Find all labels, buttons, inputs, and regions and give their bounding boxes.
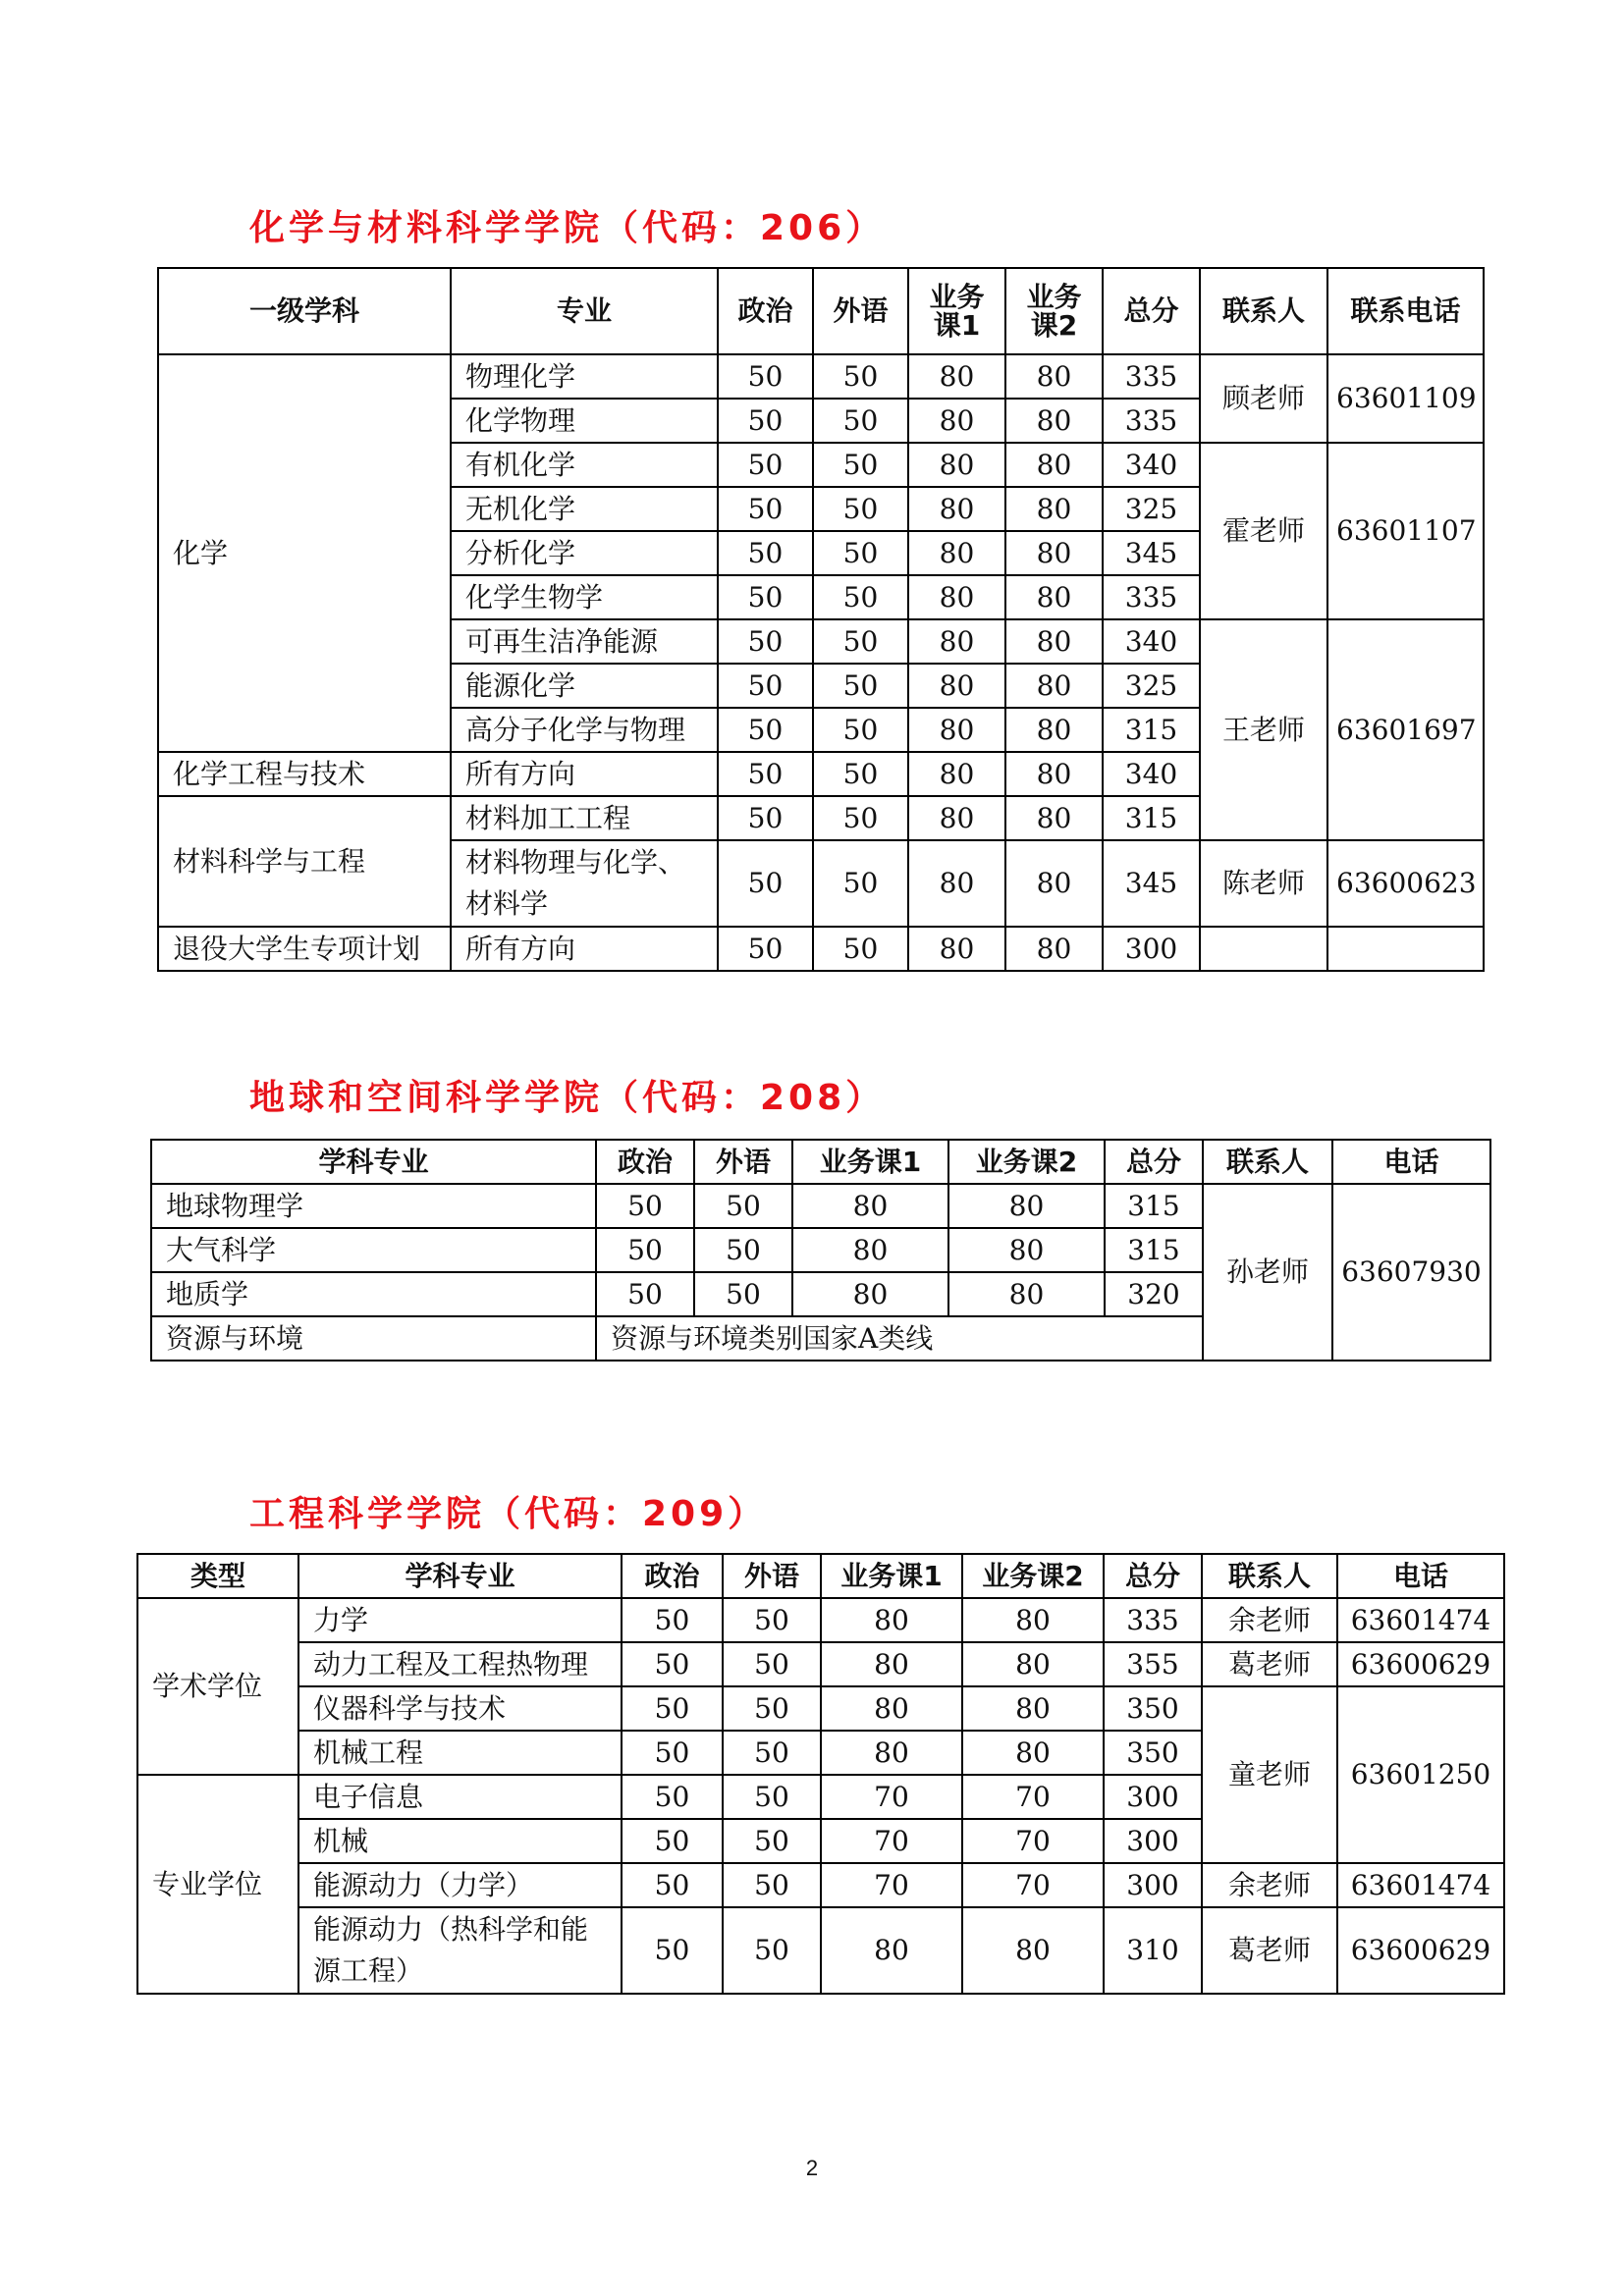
header-cell: 电话 (1337, 1554, 1504, 1598)
phone-cell: 63601109 (1327, 354, 1484, 443)
total-score: 315 (1105, 1228, 1203, 1272)
table-row (158, 354, 1484, 399)
major-cell: 能源化学 (451, 664, 718, 708)
table-row (137, 1686, 1504, 1731)
score-table-206 (157, 267, 1485, 972)
politics-score: 50 (596, 1272, 694, 1316)
course2-score: 70 (962, 1819, 1104, 1863)
table-row (137, 1863, 1504, 1907)
discipline-cell: 化学 (158, 354, 451, 752)
table-header-row (151, 1140, 1490, 1184)
course1-score: 80 (908, 487, 1005, 531)
header-cell: 业务课2 (962, 1554, 1104, 1598)
major-cell: 机械工程 (298, 1731, 622, 1775)
contact-cell: 顾老师 (1200, 354, 1327, 443)
phone-cell: 63601250 (1337, 1686, 1504, 1863)
politics-score: 50 (622, 1598, 723, 1642)
total-score: 315 (1105, 1184, 1203, 1228)
course1-score: 80 (792, 1184, 948, 1228)
politics-score: 50 (596, 1184, 694, 1228)
total-score: 335 (1104, 1598, 1202, 1642)
course1-score: 80 (908, 708, 1005, 752)
total-score: 315 (1103, 796, 1200, 840)
course1-score: 80 (821, 1907, 962, 1994)
language-score: 50 (723, 1775, 821, 1819)
header-cell: 联系人 (1203, 1140, 1332, 1184)
header-cell: 学科专业 (298, 1554, 622, 1598)
phone-cell: 63600629 (1337, 1642, 1504, 1686)
phone-cell: 63601474 (1337, 1598, 1504, 1642)
major-cell: 有机化学 (451, 443, 718, 487)
major-cell: 分析化学 (451, 531, 718, 575)
course1-score: 80 (908, 752, 1005, 796)
language-score: 50 (813, 664, 908, 708)
total-score: 335 (1103, 354, 1200, 399)
course2-score: 80 (962, 1731, 1104, 1775)
politics-score: 50 (718, 619, 813, 664)
politics-score: 50 (718, 927, 813, 971)
course2-score: 80 (1005, 927, 1103, 971)
note-cell: 资源与环境类别国家A类线 (596, 1316, 1203, 1361)
politics-score: 50 (718, 796, 813, 840)
language-score: 50 (723, 1598, 821, 1642)
politics-score: 50 (622, 1863, 723, 1907)
major-cell: 材料物理与化学、材料学 (451, 840, 718, 927)
header-cell: 类型 (137, 1554, 298, 1598)
total-score: 345 (1103, 840, 1200, 927)
politics-score: 50 (718, 354, 813, 399)
contact-cell: 葛老师 (1202, 1907, 1337, 1994)
course1-score: 80 (792, 1228, 948, 1272)
total-score: 340 (1103, 443, 1200, 487)
course2-score: 70 (962, 1863, 1104, 1907)
table-row (137, 1642, 1504, 1686)
major-cell: 化学物理 (451, 399, 718, 443)
header-cell: 业务课1 (908, 268, 1005, 354)
course1-score: 70 (821, 1819, 962, 1863)
language-score: 50 (813, 354, 908, 399)
course2-score: 80 (1005, 840, 1103, 927)
politics-score: 50 (718, 840, 813, 927)
major-cell: 地球物理学 (151, 1184, 596, 1228)
politics-score: 50 (622, 1686, 723, 1731)
course1-score: 80 (821, 1731, 962, 1775)
language-score: 50 (723, 1731, 821, 1775)
course1-score: 80 (908, 664, 1005, 708)
header-cell: 总分 (1104, 1554, 1202, 1598)
total-score: 345 (1103, 531, 1200, 575)
discipline-cell: 退役大学生专项计划 (158, 927, 451, 971)
language-score: 50 (813, 840, 908, 927)
major-cell: 能源动力（热科学和能源工程） (298, 1907, 622, 1994)
phone-cell: 63600629 (1337, 1907, 1504, 1994)
course1-score: 80 (821, 1598, 962, 1642)
language-score: 50 (813, 399, 908, 443)
discipline-cell: 材料科学与工程 (158, 796, 451, 927)
contact-cell: 陈老师 (1200, 840, 1327, 927)
page-number: 2 (805, 2156, 819, 2180)
header-cell: 外语 (723, 1554, 821, 1598)
politics-score: 50 (718, 708, 813, 752)
table-row (137, 1598, 1504, 1642)
language-score: 50 (813, 927, 908, 971)
course1-score: 80 (908, 531, 1005, 575)
header-cell: 政治 (596, 1140, 694, 1184)
politics-score: 50 (718, 531, 813, 575)
contact-cell (1200, 927, 1327, 971)
phone-cell: 63601697 (1327, 619, 1484, 840)
header-cell: 业务课1 (821, 1554, 962, 1598)
header-cell: 学科专业 (151, 1140, 596, 1184)
course2-score: 80 (1005, 619, 1103, 664)
politics-score: 50 (718, 664, 813, 708)
course1-score: 70 (821, 1863, 962, 1907)
total-score: 355 (1104, 1642, 1202, 1686)
course1-score: 80 (908, 443, 1005, 487)
header-cell: 联系人 (1200, 268, 1327, 354)
total-score: 335 (1103, 575, 1200, 619)
total-score: 325 (1103, 664, 1200, 708)
contact-cell: 霍老师 (1200, 443, 1327, 619)
major-cell: 大气科学 (151, 1228, 596, 1272)
header-cell: 总分 (1103, 268, 1200, 354)
major-cell: 力学 (298, 1598, 622, 1642)
language-score: 50 (813, 619, 908, 664)
politics-score: 50 (718, 752, 813, 796)
course1-score: 80 (821, 1686, 962, 1731)
section-title: 地球和空间科学学院（代码：208） (249, 1078, 886, 1118)
total-score: 340 (1103, 619, 1200, 664)
language-score: 50 (723, 1819, 821, 1863)
header-cell: 业务课2 (1005, 268, 1103, 354)
politics-score: 50 (718, 399, 813, 443)
total-score: 325 (1103, 487, 1200, 531)
course1-score: 80 (792, 1272, 948, 1316)
language-score: 50 (723, 1642, 821, 1686)
phone-cell: 63601107 (1327, 443, 1484, 619)
table-row (151, 1184, 1490, 1228)
phone-cell: 63600623 (1327, 840, 1484, 927)
course1-score: 80 (908, 927, 1005, 971)
major-cell: 电子信息 (298, 1775, 622, 1819)
total-score: 340 (1103, 752, 1200, 796)
header-cell: 电话 (1332, 1140, 1490, 1184)
politics-score: 50 (622, 1907, 723, 1994)
course1-score: 80 (908, 575, 1005, 619)
course2-score: 80 (1005, 752, 1103, 796)
politics-score: 50 (622, 1642, 723, 1686)
course2-score: 80 (948, 1272, 1105, 1316)
section-title: 工程科学学院（代码：209） (249, 1494, 768, 1534)
table-row (158, 927, 1484, 971)
language-score: 50 (813, 708, 908, 752)
major-cell: 无机化学 (451, 487, 718, 531)
language-score: 50 (723, 1863, 821, 1907)
politics-score: 50 (622, 1819, 723, 1863)
language-score: 50 (813, 796, 908, 840)
course1-score: 80 (908, 796, 1005, 840)
table-header-row (158, 268, 1484, 354)
total-score: 315 (1103, 708, 1200, 752)
language-score: 50 (723, 1907, 821, 1994)
table-header-row (137, 1554, 1504, 1598)
header-cell: 一级学科 (158, 268, 451, 354)
section-title: 化学与材料科学学院（代码：206） (249, 208, 886, 248)
major-cell: 能源动力（力学） (298, 1863, 622, 1907)
contact-cell: 孙老师 (1203, 1184, 1332, 1361)
politics-score: 50 (718, 487, 813, 531)
language-score: 50 (694, 1228, 792, 1272)
total-score: 300 (1104, 1775, 1202, 1819)
header-cell: 联系人 (1202, 1554, 1337, 1598)
contact-cell: 童老师 (1202, 1686, 1337, 1863)
language-score: 50 (694, 1272, 792, 1316)
major-cell: 资源与环境 (151, 1316, 596, 1361)
language-score: 50 (694, 1184, 792, 1228)
header-cell: 专业 (451, 268, 718, 354)
politics-score: 50 (718, 575, 813, 619)
politics-score: 50 (622, 1775, 723, 1819)
course2-score: 80 (948, 1228, 1105, 1272)
course2-score: 80 (948, 1184, 1105, 1228)
header-cell: 外语 (813, 268, 908, 354)
course2-score: 80 (1005, 443, 1103, 487)
major-cell: 仪器科学与技术 (298, 1686, 622, 1731)
contact-cell: 王老师 (1200, 619, 1327, 840)
language-score: 50 (723, 1686, 821, 1731)
table-row (137, 1907, 1504, 1994)
course1-score: 80 (908, 840, 1005, 927)
politics-score: 50 (596, 1228, 694, 1272)
course2-score: 80 (1005, 531, 1103, 575)
course2-score: 80 (1005, 575, 1103, 619)
language-score: 50 (813, 487, 908, 531)
total-score: 335 (1103, 399, 1200, 443)
header-cell: 政治 (718, 268, 813, 354)
contact-cell: 葛老师 (1202, 1642, 1337, 1686)
course1-score: 80 (821, 1642, 962, 1686)
discipline-cell: 化学工程与技术 (158, 752, 451, 796)
course2-score: 80 (1005, 708, 1103, 752)
total-score: 320 (1105, 1272, 1203, 1316)
course2-score: 80 (962, 1907, 1104, 1994)
course2-score: 80 (1005, 354, 1103, 399)
course2-score: 80 (1005, 487, 1103, 531)
course2-score: 80 (1005, 399, 1103, 443)
total-score: 350 (1104, 1686, 1202, 1731)
language-score: 50 (813, 575, 908, 619)
politics-score: 50 (718, 443, 813, 487)
phone-cell: 63607930 (1332, 1184, 1490, 1361)
major-cell: 所有方向 (451, 752, 718, 796)
contact-cell: 余老师 (1202, 1863, 1337, 1907)
major-cell: 可再生洁净能源 (451, 619, 718, 664)
total-score: 310 (1104, 1907, 1202, 1994)
total-score: 350 (1104, 1731, 1202, 1775)
major-cell: 地质学 (151, 1272, 596, 1316)
score-table-209 (136, 1553, 1505, 1995)
phone-cell (1327, 927, 1484, 971)
course2-score: 80 (1005, 664, 1103, 708)
header-cell: 政治 (622, 1554, 723, 1598)
header-cell: 总分 (1105, 1140, 1203, 1184)
header-cell: 外语 (694, 1140, 792, 1184)
header-cell: 联系电话 (1327, 268, 1484, 354)
course2-score: 80 (962, 1686, 1104, 1731)
course1-score: 80 (908, 354, 1005, 399)
course1-score: 70 (821, 1775, 962, 1819)
course2-score: 80 (962, 1642, 1104, 1686)
header-cell: 业务课1 (792, 1140, 948, 1184)
major-cell: 所有方向 (451, 927, 718, 971)
total-score: 300 (1103, 927, 1200, 971)
total-score: 300 (1104, 1863, 1202, 1907)
major-cell: 物理化学 (451, 354, 718, 399)
contact-cell: 余老师 (1202, 1598, 1337, 1642)
major-cell: 动力工程及工程热物理 (298, 1642, 622, 1686)
total-score: 300 (1104, 1819, 1202, 1863)
degree-type-cell: 学术学位 (137, 1598, 298, 1775)
language-score: 50 (813, 752, 908, 796)
language-score: 50 (813, 443, 908, 487)
course1-score: 80 (908, 399, 1005, 443)
politics-score: 50 (622, 1731, 723, 1775)
language-score: 50 (813, 531, 908, 575)
course2-score: 80 (962, 1598, 1104, 1642)
major-cell: 材料加工工程 (451, 796, 718, 840)
header-cell: 业务课2 (948, 1140, 1105, 1184)
major-cell: 化学生物学 (451, 575, 718, 619)
major-cell: 机械 (298, 1819, 622, 1863)
score-table-208 (150, 1139, 1491, 1362)
course1-score: 80 (908, 619, 1005, 664)
phone-cell: 63601474 (1337, 1863, 1504, 1907)
major-cell: 高分子化学与物理 (451, 708, 718, 752)
course2-score: 70 (962, 1775, 1104, 1819)
course2-score: 80 (1005, 796, 1103, 840)
degree-type-cell: 专业学位 (137, 1775, 298, 1994)
